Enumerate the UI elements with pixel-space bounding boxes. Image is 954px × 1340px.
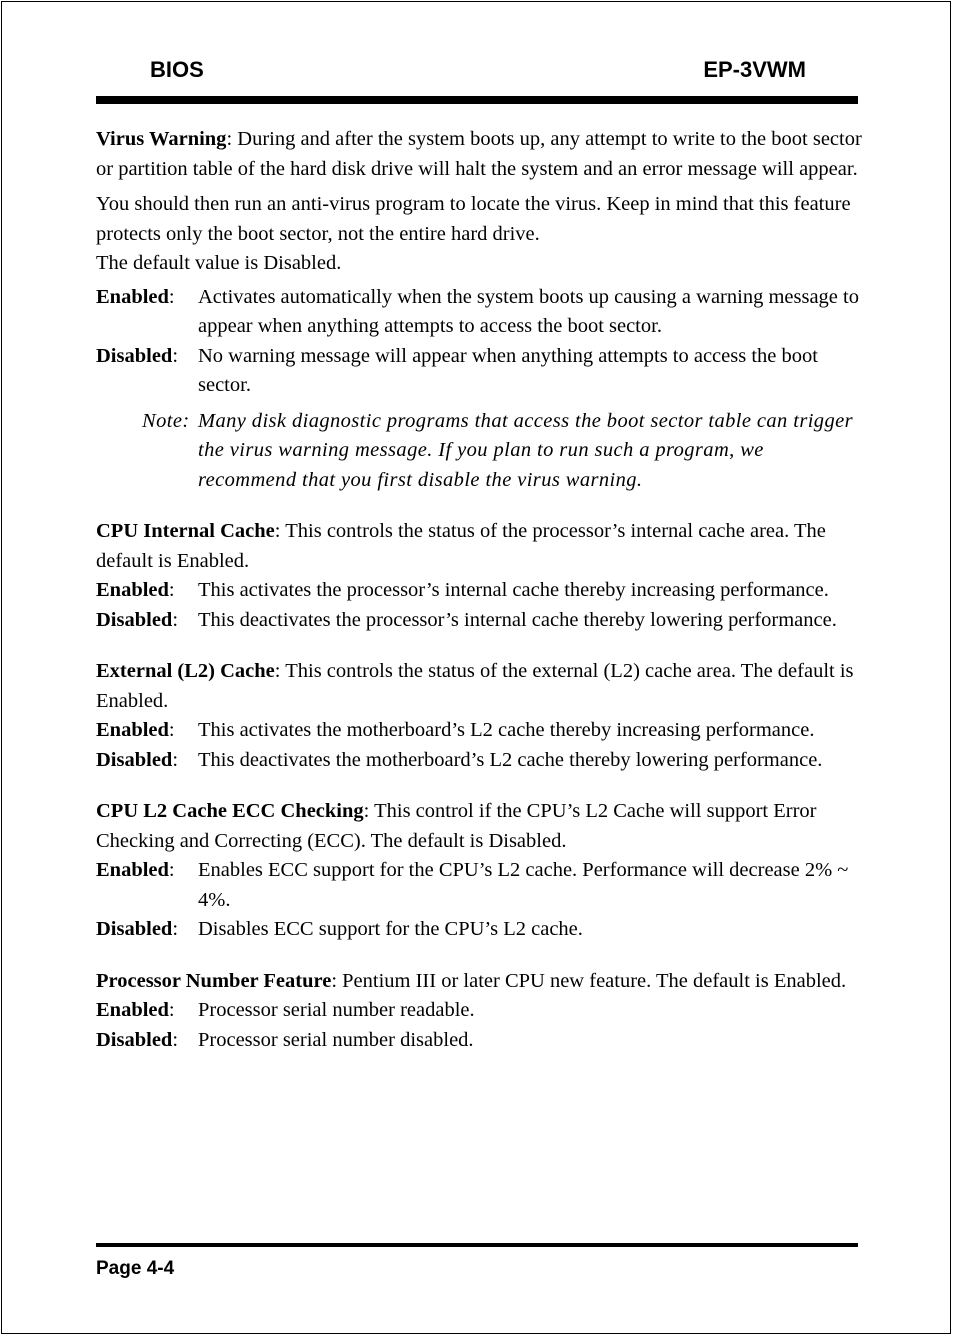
note-text: Many disk diagnostic programs that access the boot sector table can trigger the virus warning message. If you plan to run such a program, we recommend that you first disable the virus warning. bbox=[198, 409, 853, 491]
external-l2-cache-enabled-option: Enabled: This activates the motherboard’s L2 cache thereby increasing performance. bbox=[96, 716, 862, 746]
ecc-checking-enabled-option: Enabled: Enables ECC support for the CPU’s L2 cache. Performance will decrease 2% ~ 4%. bbox=[96, 856, 862, 915]
footer-rule bbox=[96, 1243, 858, 1247]
header-rule bbox=[96, 96, 858, 104]
option-label: Enabled bbox=[96, 999, 169, 1021]
external-l2-cache-term: External (L2) Cache bbox=[96, 660, 275, 682]
option-text: This activates the motherboard’s L2 cache thereby increasing performance. bbox=[198, 719, 815, 741]
processor-number-term: Processor Number Feature bbox=[96, 969, 332, 992]
page-number: Page 4-4 bbox=[96, 1258, 175, 1279]
virus-warning-enabled-option: Enabled: Activates automatically when the system boots up causing a warning message to appear when anything attempts to access the boot sector. bbox=[96, 283, 862, 342]
processor-number-disabled-option: Disabled: Processor serial number disabled. bbox=[96, 1026, 862, 1056]
option-label: Enabled bbox=[96, 285, 169, 308]
option-label: Disabled bbox=[96, 748, 173, 771]
option-label: Enabled bbox=[96, 719, 169, 741]
option-label: Disabled bbox=[96, 344, 173, 367]
option-text: Disables ECC support for the CPU’s L2 cache. bbox=[198, 918, 583, 940]
ecc-checking-disabled-option: Disabled: Disables ECC support for the CPU’s L2 cache. bbox=[96, 915, 862, 945]
virus-warning-intro bbox=[96, 125, 862, 184]
option-text: This activates the processor’s internal cache thereby increasing performance. bbox=[198, 579, 829, 601]
option-text: Enables ECC support for the CPU’s L2 cache. Performance will decrease 2% ~ 4%. bbox=[198, 859, 849, 911]
option-text: Processor serial number readable. bbox=[198, 999, 475, 1021]
external-l2-cache-disabled-option: Disabled: This deactivates the motherboard’s L2 cache thereby lowering performance. bbox=[96, 746, 862, 776]
processor-number-enabled-option: Enabled: Processor serial number readable. bbox=[96, 996, 862, 1026]
note-label: Note: bbox=[142, 409, 190, 432]
ecc-checking-term: CPU L2 Cache ECC Checking bbox=[96, 800, 364, 822]
virus-warning-note bbox=[96, 407, 862, 496]
option-label: Disabled bbox=[96, 608, 173, 631]
virus-warning-advice: You should then run an anti-virus program to locate the virus. Keep in mind that this feature protects only the boot sector, not the entire hard drive. bbox=[96, 193, 851, 245]
virus-warning-default: The default value is Disabled. bbox=[96, 252, 342, 274]
option-label: Enabled bbox=[96, 859, 169, 881]
option-label: Disabled bbox=[96, 1028, 173, 1051]
page-body bbox=[96, 125, 862, 1055]
cpu-internal-cache-term: CPU Internal Cache bbox=[96, 520, 275, 542]
option-label: Disabled bbox=[96, 918, 173, 940]
option-text: This deactivates the motherboard’s L2 cache thereby lowering performance. bbox=[198, 748, 823, 771]
header-model-name: EP-3VWM bbox=[703, 57, 806, 82]
processor-number-intro: Processor Number Feature: Pentium III or later CPU new feature. The default is Enabled. bbox=[96, 969, 847, 992]
virus-warning-term: Virus Warning bbox=[96, 128, 227, 150]
option-text: No warning message will appear when anything attempts to access the boot sector. bbox=[198, 344, 818, 396]
virus-warning-disabled-option: Disabled: No warning message will appear when anything attempts to access the boot sector. bbox=[96, 342, 862, 401]
virus-warning-desc: : During and after the system boots up, any attempt to write to the boot sector or partition table of the hard disk drive will halt the system and an error message will appear. bbox=[96, 128, 862, 180]
ecc-checking-intro: CPU L2 Cache ECC Checking: This control if the CPU’s L2 Cache will support Error Checking and Correcting (ECC). The default is Disabled. bbox=[96, 800, 817, 852]
header-section-title: BIOS bbox=[150, 57, 204, 82]
option-label: Enabled bbox=[96, 579, 169, 601]
external-l2-cache-intro: External (L2) Cache: This controls the status of the external (L2) cache area. The default is Enabled. bbox=[96, 660, 854, 712]
cpu-internal-cache-disabled-option: Disabled: This deactivates the processor’s internal cache thereby lowering performance. bbox=[96, 606, 862, 636]
option-text: Processor serial number disabled. bbox=[198, 1028, 474, 1051]
option-text: This deactivates the processor’s internal cache thereby lowering performance. bbox=[198, 608, 837, 631]
cpu-internal-cache-intro: CPU Internal Cache: This controls the status of the processor’s internal cache area. The default is Enabled. bbox=[96, 520, 826, 572]
cpu-internal-cache-enabled-option: Enabled: This activates the processor’s internal cache thereby increasing performance. bbox=[96, 576, 862, 606]
option-text: Activates automatically when the system boots up causing a warning message to appear when anything attempts to access the boot sector. bbox=[198, 285, 859, 337]
